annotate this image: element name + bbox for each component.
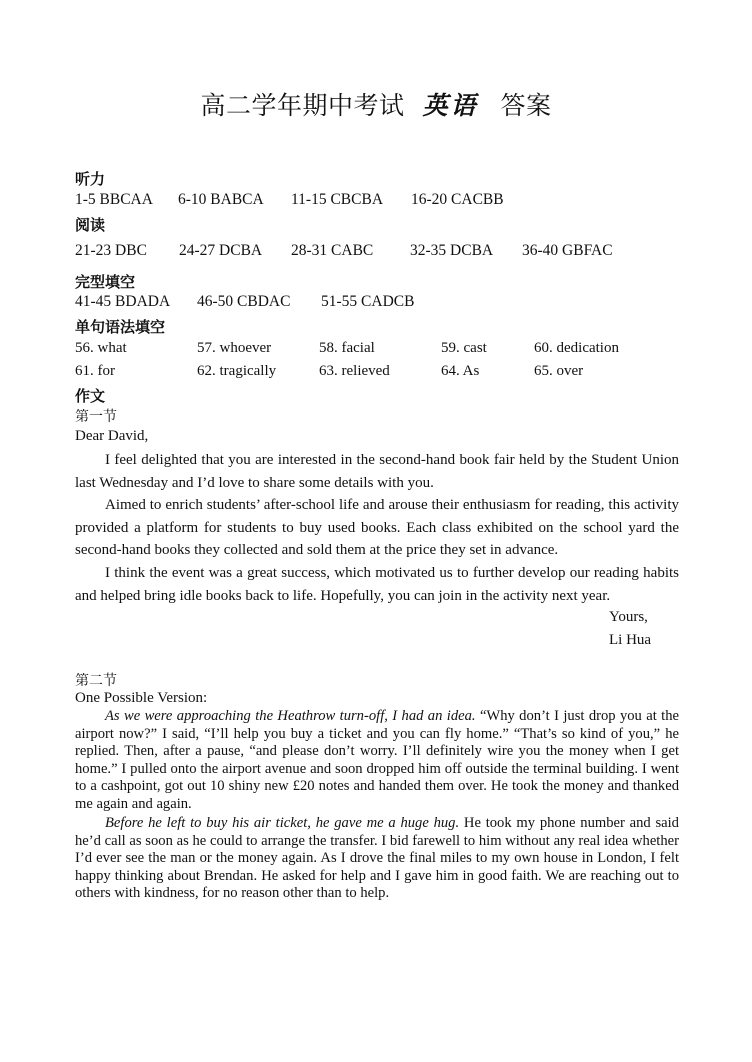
grammar-answer: 62. tragically: [197, 363, 277, 379]
grammar-answer: 61. for: [75, 363, 115, 379]
answer-group: 1-5 BBCAA: [75, 191, 153, 208]
story-body: He took my phone number and said he’d call as soon as he could to arrange the transfer. I bid farewell to him without any real idea whether I’d ever see the man or the money again. As I drove the final miles to my own house in London, I felt happy thinking about Brendan. He asked for help and I gave him in good faith. We are reaching out to others with kindness, for no reason other than to help.: [75, 815, 679, 902]
answer-group: 6-10 BABCA: [178, 191, 264, 208]
answer-group: 36-40 GBFAC: [522, 242, 613, 259]
grammar-answer: 58. facial: [319, 340, 375, 356]
grammar-answer: 60. dedication: [534, 340, 619, 356]
title-suffix: 答案: [500, 93, 552, 120]
letter-paragraph: I think the event was a great success, which motivated us to further develop our reading habits and helped bring idle books back to life. Hopefully, you can join in the activity next year.: [75, 565, 679, 604]
letter-closing: Yours,: [609, 609, 648, 625]
listening-answers: [75, 191, 695, 211]
answer-group: 24-27 DCBA: [179, 242, 263, 259]
answer-group: 32-35 DCBA: [410, 242, 494, 259]
grammar-heading: 单句语法填空: [75, 318, 166, 336]
story-lead-sentence: As we were approaching the Heathrow turn-off, I had an idea.: [105, 708, 476, 724]
cloze-answers: [75, 293, 695, 313]
writing-heading: 作文: [75, 387, 106, 405]
grammar-answers-row: [75, 363, 695, 383]
letter-salutation: Dear David,: [75, 428, 149, 444]
story-paragraph: [75, 708, 679, 814]
grammar-answer: 65. over: [534, 363, 584, 379]
answer-group: 11-15 CBCBA: [291, 191, 384, 208]
grammar-answers-row: [75, 340, 695, 360]
title-subject: 英语: [422, 93, 479, 120]
letter-paragraph: I feel delighted that you are interested in the second-hand book fair held by the Student Union last Wednesday and I’d love to share some details with you.: [75, 452, 679, 491]
answer-group: 21-23 DBC: [75, 242, 147, 259]
grammar-answer: 56. what: [75, 340, 127, 356]
letter-paragraph: Aimed to enrich students’ after-school life and arouse their enthusiasm for reading, this activity provided a platform for students to buy used books. Each class exhibited on the school yard the second-hand books they collected and sold them at the price they set in advance.: [75, 497, 679, 559]
part2-label: 第二节: [75, 673, 117, 689]
reading-answers: [75, 242, 695, 262]
part1-label: 第一节: [75, 409, 117, 425]
grammar-answer: 63. relieved: [319, 363, 390, 379]
letter-signature: Li Hua: [609, 632, 652, 648]
story-lead-sentence: Before he left to buy his air ticket, he gave me a huge hug.: [105, 815, 460, 831]
story-body: “Why don’t I just drop you at the airport now?” I said, “I’ll help you buy a ticket and you can fly home.” “That’s so kind of you,” he replied. Then, after a pause, “and please don’t worry. I’ll definitely wire you the money when I get home.” I pulled onto the airport avenue and soon dropped him off outside the terminal building. I went to a cashpoint, got out 10 shiny new £20 notes and handed them over. He took the money and thanked me again and again.: [75, 708, 679, 812]
title-main: 高二学年期中考试: [200, 93, 405, 120]
grammar-answer: 59. cast: [441, 340, 487, 356]
answer-group: 51-55 CADCB: [321, 293, 415, 310]
cloze-heading: 完型填空: [75, 273, 136, 291]
answer-group: 41-45 BDADA: [75, 293, 171, 310]
answer-group: 28-31 CABC: [291, 242, 374, 259]
version-label: One Possible Version:: [75, 690, 208, 706]
answer-group: 16-20 CACBB: [411, 191, 504, 208]
grammar-answer: 64. As: [441, 363, 480, 379]
reading-heading: 阅读: [75, 216, 106, 234]
listening-heading: 听力: [75, 170, 106, 188]
grammar-answer: 57. whoever: [197, 340, 272, 356]
answer-group: 46-50 CBDAC: [197, 293, 291, 310]
page-title: [0, 86, 752, 122]
story-paragraph: [75, 815, 679, 903]
